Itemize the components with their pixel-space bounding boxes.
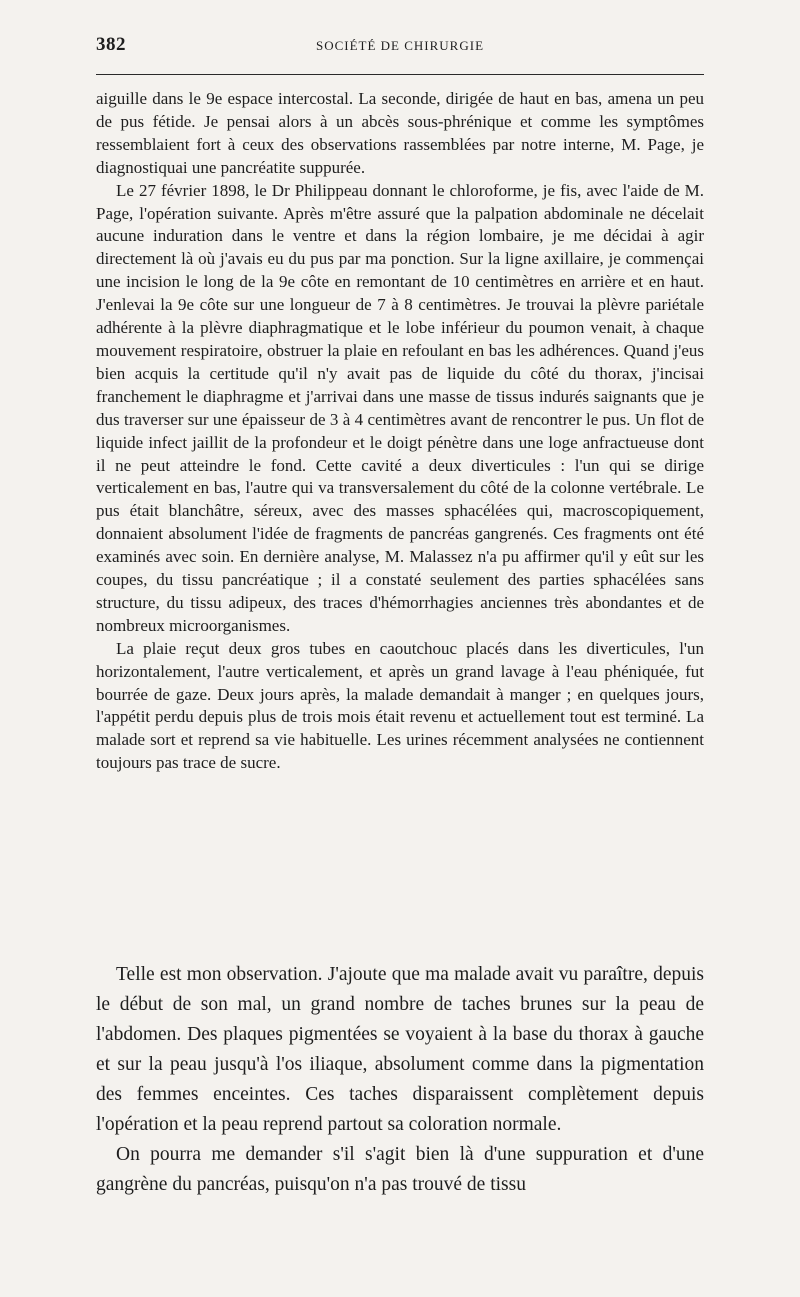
running-head: SOCIÉTÉ DE CHIRURGIE [315, 38, 485, 53]
paragraph: On pourra me demander s'il s'agit bien là d'une suppuration et d'une gangrène du pancréas, puisqu'on n'a pas trouvé de tissu [96, 1144, 704, 1195]
paragraph: Telle est mon observation. J'ajoute que ma malade avait vu paraître, depuis le début de son mal, un grand nombre de taches brunes sur la peau de l'abdomen. Des plaques pigmentées se voyaient à la base du thorax à gauche et sur la peau jusqu'à l'os iliaque, absolument comme dans la pigmentation des femmes enceintes. Ces taches disparaissent complètement depuis l'opération et la peau reprend partout sa coloration normale. [96, 964, 704, 1135]
discussion-text [96, 960, 704, 1200]
paragraph: Le 27 février 1898, le Dr Philippeau donnant le chloroforme, je fis, avec l'aide de M. Page, l'opération suivante. Après m'être assuré que la palpation abdominale ne décelait aucune induration dans le ventre et dans la région lombaire, je me décidai à agir directement là où j'avais eu du pus par ma ponction. Sur la ligne axillaire, je commençai une incision le long de la 9e côte en remontant de 10 centimètres en arrière et en haut. J'enlevai la 9e côte sur une longueur de 7 à 8 centimètres. Je trouvai la plèvre pariétale adhérente à la plèvre diaphragmatique et le lobe inférieur du poumon venait, à chaque mouvement respiratoire, obstruer la plaie en refoulant en bas les adhérences. Quand j'eus bien acquis la certitude qu'il n'y avait pas de liquide du côté du thorax, j'incisai franchement le diaphragme et j'arrivai dans une masse de tissus indurés saignants que je dus traverser sur une épaisseur de 3 à 4 centimètres avant de rencontrer le pus. Un flot de liquide infect jaillit de la profondeur et le doigt pénètre dans une loge anfractueuse dont il ne peut atteindre le fond. Cette cavité a deux diverticules : l'un qui se dirige verticalement en bas, l'autre qui va transversalement du côté de la colonne vertébrale. Le pus était blanchâtre, séreux, avec des masses sphacélées qui, macroscopiquement, donnaient absolument l'idée de fragments de pancréas gangrenés. Ces fragments ont été examinés avec soin. En dernière analyse, M. Malassez n'a pu affirmer qu'il y eût sur les coupes, du tissu pancréatique ; il a constaté seulement des parties sphacélées sans structure, du tissu adipeux, des traces d'hémorrhagies anciennes très abondantes et de nombreux microorganismes. [96, 180, 704, 635]
page-header [96, 34, 704, 64]
paragraph: La plaie reçut deux gros tubes en caoutchouc placés dans les diverticules, l'un horizontalement, l'autre verticalement, et après un grand lavage à l'eau phéniquée, fut bourrée de gaze. Deux jours après, la malade demandait à manger ; en quelques jours, l'appétit perdu depuis plus de trois mois était revenu et actuellement tout est terminé. La malade sort et reprend sa vie habituelle. Les urines récemment analysées ne contiennent toujours pas trace de sucre. [96, 638, 704, 773]
case-report-text [96, 88, 704, 775]
page-number: 382 [96, 34, 126, 55]
header-rule [96, 74, 704, 75]
paragraph: aiguille dans le 9e espace intercostal. La seconde, dirigée de haut en bas, amena un peu de pus fétide. Je pensai alors à un abcès sous-phrénique et comme les symptômes ressemblaient fort à ceux des observations rassemblées par notre interne, M. Page, je diagnostiquai une pancréatite suppurée. [96, 89, 704, 177]
